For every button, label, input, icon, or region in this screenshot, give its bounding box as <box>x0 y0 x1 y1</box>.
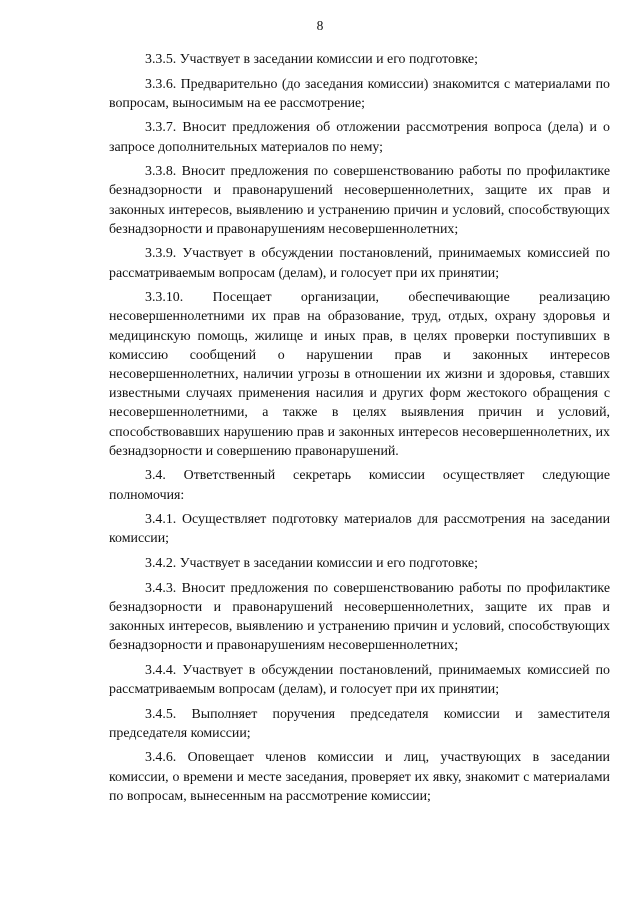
paragraph-3-4-4: 3.4.4. Участвует в обсуждении постановлений, принимаемых комиссией по рассматриваемым вопросам (делам), и голосует при их принятии; <box>109 662 610 697</box>
paragraph-3-3-6: 3.3.6. Предварительно (до заседания комиссии) знакомится с материалами по вопросам, выносимым на ее рассмотрение; <box>109 76 610 111</box>
paragraph-3-4: 3.4. Ответственный секретарь комиссии осуществляет следующие полномочия: <box>109 468 610 503</box>
paragraph-3-3-5: 3.3.5. Участвует в заседании комиссии и его подготовке; <box>145 52 478 67</box>
paragraph-3-3-9: 3.3.9. Участвует в обсуждении постановлений, принимаемых комиссией по рассматриваемым вопросам (делам), и голосует при их принятии; <box>109 246 610 281</box>
paragraph-3-3-10: 3.3.10. Посещает организации, обеспечивающие реализацию несовершеннолетними их прав на образование, труд, отдых, охрану здоровья и медицинскую помощь, жилище и иных прав, в целях проверки поступивших в комиссию сообщений о нарушении прав и законных интересов несовершеннолетних, наличии угрозы в отношении их жизни и здоровья, ставших известными случаях применения насилия и других форм жестокого обращения с несовершеннолетними, а также в целях выявления причин и условий, способствовавших нарушению прав и законных интересов несовершеннолетних, их безнадзорности и совершению правонарушений. <box>109 290 610 459</box>
document-body <box>109 50 610 811</box>
paragraph-3-4-6: 3.4.6. Оповещает членов комиссии и лиц, участвующих в заседании комиссии, о времени и месте заседания, проверяет их явку, знакомит с материалами по вопросам, вынесенным на рассмотрение комиссии; <box>109 750 610 804</box>
paragraph-3-3-7: 3.3.7. Вносит предложения об отложении рассмотрения вопроса (дела) и о запросе дополнительных материалов по нему; <box>109 120 610 155</box>
paragraph-3-4-1: 3.4.1. Осуществляет подготовку материалов для рассмотрения на заседании комиссии; <box>109 512 610 547</box>
paragraph-3-4-2: 3.4.2. Участвует в заседании комиссии и его подготовке; <box>145 556 478 571</box>
paragraph-3-4-3: 3.4.3. Вносит предложения по совершенствованию работы по профилактике безнадзорности и правонарушений несовершеннолетних, защите их прав и законных интересов, выявлению и устранению причин и условий, способствующих безнадзорности и правонарушениям несовершеннолетних; <box>109 580 610 654</box>
paragraph-3-3-8: 3.3.8. Вносит предложения по совершенствованию работы по профилактике безнадзорности и правонарушений несовершеннолетних, защите их прав и законных интересов, выявлению и устранению причин и условий, способствующих безнадзорности и правонарушениям несовершеннолетних; <box>109 164 610 237</box>
page-number: 8 <box>316 18 324 33</box>
paragraph-3-4-5: 3.4.5. Выполняет поручения председателя комиссии и заместителя председателя комиссии; <box>109 706 610 741</box>
